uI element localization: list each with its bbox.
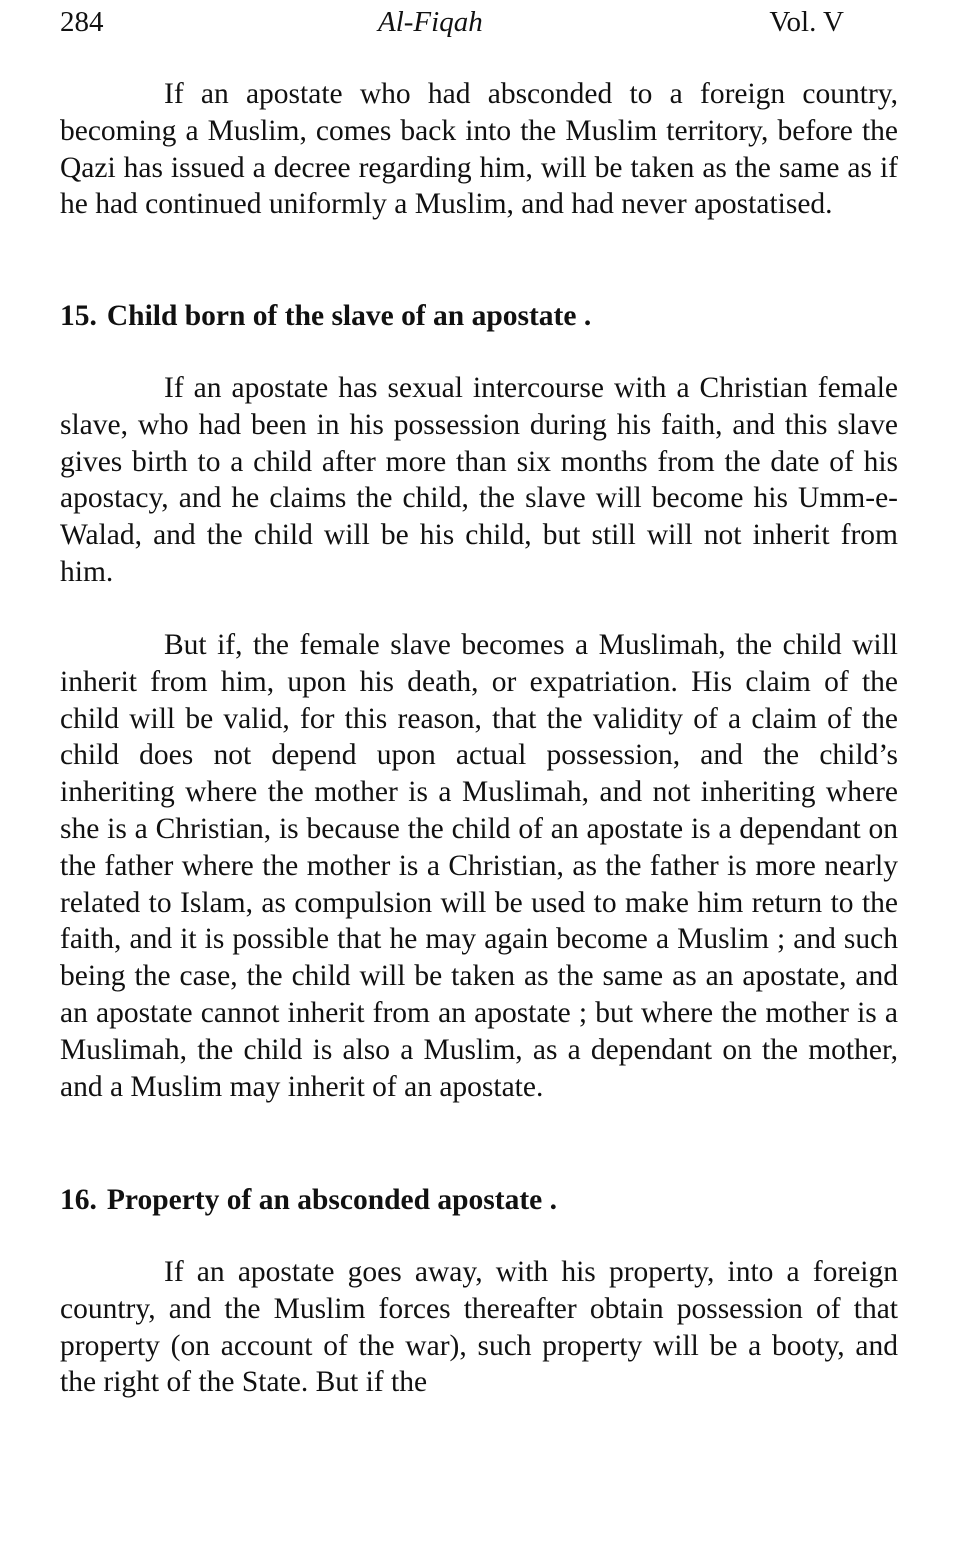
section-15-heading [60,296,591,336]
page-number: 284 [60,6,104,38]
section-15-title: Child born of the slave of an apostate . [106,300,592,332]
section-16-title: Property of an absconded apostate . [106,1184,558,1216]
page-header [60,0,898,44]
paragraph-4: If an apostate goes away, with his property, into a foreign country, and the Muslim forces thereafter obtain possession of that property (on account of the war), such property will be a booty, and the right of the State. But if the [60,1256,898,1399]
paragraph-3: But if, the female slave becomes a Muslimah, the child will inherit from him, upon his death, or expatriation. His claim of the child will be valid, for this reason, that the validity of a claim of the child does not depend upon actual possession, and the child’s inheriting where the mother is a Muslimah, and not inheriting where she is a Christian, is because the child of an apostate is a dependant on the father where the mother is a Christian, as the father is more nearly related to Islam, as compulsion will be used to make him return to the faith, and it is possible that he may again become a Muslim ; and such being the case, the child will be taken as the same as an apostate, and an apostate cannot inherit from an apostate ; but where the mother is a Muslimah, the child is also a Muslim, as a dependant on the mother, and a Muslim may inherit of an apostate. [60,629,898,1103]
section-15-number: 15. [60,300,97,332]
paragraph-2: If an apostate has sexual intercourse with a Christian female slave, who had been in his possession during his faith, and this slave gives birth to a child after more than six months from the date of his apostacy, and he claims the child, the slave will become his Umm-e-Walad, and the child will be his child, but still will not inherit from him. [60,372,898,588]
paragraph-1: If an apostate who had absconded to a foreign country, becoming a Muslim, comes back into the Muslim territory, before the Qazi has issued a decree regarding him, will be taken as the same as if he had continued uniformly a Muslim, and had never apostatised. [60,78,898,221]
document-page [60,0,898,1399]
section-16-heading [60,1180,557,1220]
volume-label: Vol. V [769,6,844,38]
book-title: Al-Fiqah [378,6,483,38]
section-16-number: 16. [60,1184,97,1216]
